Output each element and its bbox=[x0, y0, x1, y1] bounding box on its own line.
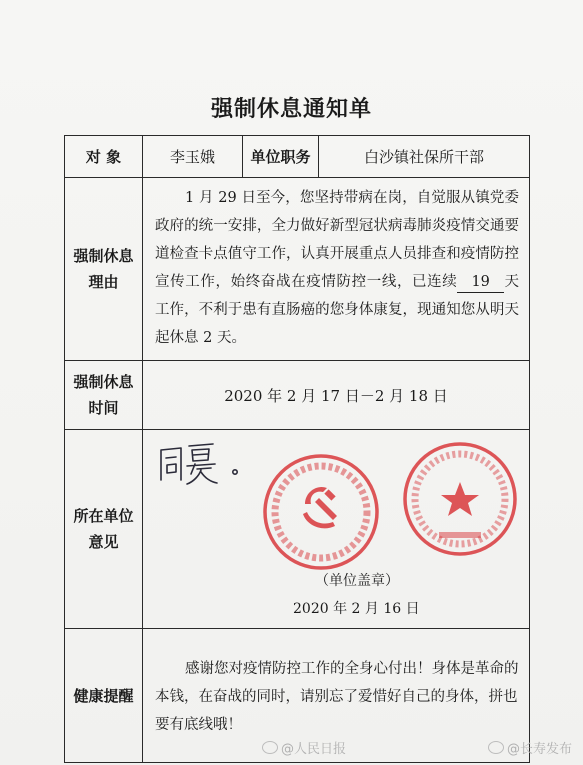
reason-text-part1: 1 月 29 日至今，您坚持带病在岗，自觉服从镇党委政府的统一安排，全力做好新型冠状病毒肺炎疫情交通要道检查卡点值守工作，认真开展重点人员排查和疫情防控宣传工作，始终奋战在疫情防控一线，已连续 bbox=[155, 190, 519, 290]
watermark-right bbox=[488, 738, 572, 757]
weibo-icon bbox=[262, 741, 278, 754]
time-label-line1: 强制休息 bbox=[73, 373, 134, 391]
document-title: 强制休息通知单 bbox=[210, 96, 372, 122]
reason-text-part2: 天工作，不利于患有直肠癌的您身体康复，现通知您从明天起休息 2 天。 bbox=[155, 274, 520, 346]
row-opinion bbox=[65, 430, 530, 629]
party-committee-seal bbox=[261, 452, 381, 572]
watermark-left-text: @人民日报 bbox=[281, 742, 347, 757]
township-government-seal bbox=[401, 440, 519, 558]
target-label: 对 象 bbox=[65, 136, 143, 178]
row-reason bbox=[65, 178, 530, 361]
time-label bbox=[65, 361, 143, 430]
time-label-line2: 时间 bbox=[88, 399, 119, 417]
opinion-label-line2: 意见 bbox=[88, 533, 119, 551]
notice-form-table bbox=[64, 135, 530, 763]
opinion-cell bbox=[143, 430, 530, 629]
weibo-icon bbox=[488, 741, 504, 754]
reason-label-line2: 理由 bbox=[88, 273, 119, 291]
watermark-left bbox=[262, 738, 346, 757]
time-value: 2020 年 2 月 17 日－2 月 18 日 bbox=[143, 361, 530, 430]
position-value: 白沙镇社保所干部 bbox=[319, 136, 530, 178]
position-label: 单位职务 bbox=[243, 136, 319, 178]
reason-days: 19 bbox=[457, 272, 503, 293]
opinion-label-line1: 所在单位 bbox=[73, 507, 134, 525]
opinion-label bbox=[65, 430, 143, 629]
seal-note: （单位盖章） bbox=[315, 573, 399, 589]
row-target bbox=[65, 136, 530, 178]
target-name: 李玉娥 bbox=[143, 136, 243, 178]
opinion-date: 2020 年 2 月 16 日 bbox=[293, 601, 420, 617]
health-label: 健康提醒 bbox=[65, 629, 143, 763]
reason-text bbox=[143, 178, 530, 361]
row-time bbox=[65, 361, 530, 430]
handwritten-signature bbox=[157, 440, 247, 488]
health-text-body: 感谢您对疫情防控工作的全身心付出！身体是革命的本钱，在奋战的同时，请别忘了爱惜好自己的身体，拼也要有底线哦！ bbox=[155, 660, 519, 733]
reason-label bbox=[65, 178, 143, 361]
watermark-right-text: @长寿发布 bbox=[507, 742, 573, 757]
reason-label-line1: 强制休息 bbox=[73, 247, 134, 265]
